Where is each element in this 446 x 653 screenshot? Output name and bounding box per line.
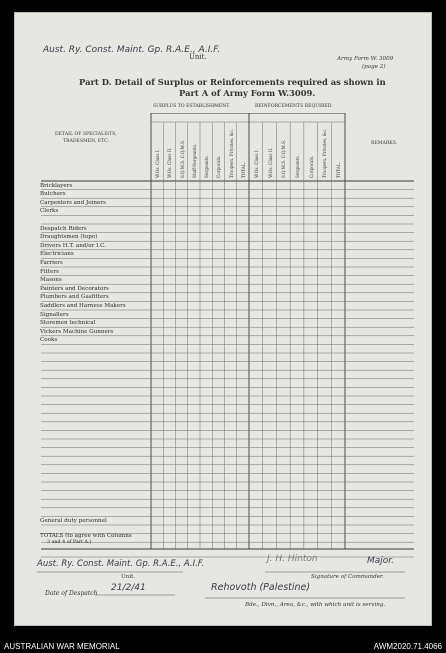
trade-row-label: Drivers H.T. and/or I.C. (40, 242, 106, 249)
surplus-column-heading: TOTAL. (240, 162, 246, 178)
reinforcement-column-heading: Troopers, Privates, &c. (322, 128, 328, 178)
reinforcement-column-heading: TOTAL. (336, 162, 342, 178)
form-title-line-2: Part A of Army Form W.3009. (179, 88, 316, 98)
surplus-column-heading: Troopers, Privates, &c. (228, 128, 234, 178)
archive-caption-right: AWM2020.71.4066 (373, 642, 442, 651)
footer-rules (15, 13, 433, 627)
rank-handwritten: Major. (367, 556, 395, 566)
reinforcement-column-heading: W.Os. Class II. (267, 147, 273, 178)
trade-row-label: Draughtsmen (topo) (40, 234, 98, 241)
trade-row-label: Farriers (40, 259, 63, 266)
trade-row-label: Clerks (40, 208, 59, 215)
place-handwritten: Rehovoth (Palestine) (211, 582, 311, 593)
unit-label: Unit. (189, 53, 207, 61)
reinforcement-column-heading: S.Q.M.S. C.Q.M.S. (281, 139, 287, 178)
archive-caption-left: AUSTRALIAN WAR MEMORIAL (4, 642, 120, 651)
place-label: Bde., Divn., Area, &c., with which unit is serving. (245, 602, 386, 608)
unit-handwritten: Aust. Ry. Const. Maint. Gp. R.A.E., A.I.F. (43, 45, 221, 55)
footer-unit-label: Unit. (121, 574, 136, 580)
surplus-heading: SURPLUS TO ESTABLISHMENT. (153, 104, 231, 109)
general-duty-label: General duty personnel (40, 518, 107, 524)
page-reference: (page 2) (362, 64, 386, 70)
surplus-column-heading: W.Os. Class II. (167, 147, 173, 178)
detail-heading-2: TRADESMEN, ETC. (63, 139, 109, 144)
trade-row-label: Saddlers and Harness Makers (40, 302, 126, 309)
form-reference: Army Form W. 3009 (337, 56, 394, 62)
surplus-column-heading: Staff-Sergeants. (191, 143, 197, 178)
surplus-column-heading: W.Os. Class I. (155, 149, 161, 178)
archive-caption-bar (0, 640, 446, 653)
trade-row-label: Despatch Riders (40, 225, 87, 232)
date-handwritten: 21/2/41 (111, 583, 146, 593)
date-label: Date of Despatch (45, 590, 98, 597)
remarks-heading: REMARKS. (371, 141, 398, 146)
reinforcements-heading: REINFORCEMENTS REQUIRED. (255, 104, 333, 109)
trade-row-label: Plumbers and Gasfitters (40, 294, 109, 301)
totals-label-line-2: 3 and 4 of Part A.) (47, 540, 92, 545)
document-page (14, 12, 432, 626)
reinforcement-column-heading: Corporals. (308, 155, 314, 178)
trade-row-label: Carpenters and Joiners (40, 199, 106, 206)
trade-row-label: Signallers (40, 311, 69, 318)
reinforcement-column-heading: Sergeants. (295, 155, 300, 178)
totals-label-line-1: TOTALS (to agree with Columns (40, 533, 132, 539)
trade-row-label: Electricians (40, 251, 74, 258)
signature-handwritten: J. H. Hinton (267, 554, 318, 564)
trade-row-label: Butchers (40, 191, 66, 198)
trade-row-label: Vickers Machine Gunners (40, 328, 114, 335)
trade-row-label: Cooks (40, 337, 58, 344)
trade-row-label: Painters and Decorators (40, 285, 109, 292)
detail-heading-1: DETAIL OF SPECIALISTS, (55, 132, 117, 137)
trade-row-label: Masons (40, 277, 62, 284)
trade-row-label: Fitters (40, 268, 60, 275)
footer-unit-handwritten: Aust. Ry. Const. Maint. Gp. R.A.E., A.I.F. (37, 559, 205, 569)
surplus-column-heading: Sergeants. (204, 155, 210, 178)
reinforcement-column-heading: W.Os. Class I. (253, 149, 259, 178)
surplus-column-heading: S.Q.M.S. C.Q.M.S. (179, 139, 185, 178)
trade-row-label: Bricklayers (40, 182, 73, 189)
form-title-line-1: Part D. Detail of Surplus or Reinforcements required as shown in (79, 77, 386, 87)
surplus-column-heading: Corporals. (216, 155, 222, 178)
trade-row-label: Storemen technical (40, 320, 96, 327)
signature-label: Signature of Commander. (311, 574, 384, 580)
